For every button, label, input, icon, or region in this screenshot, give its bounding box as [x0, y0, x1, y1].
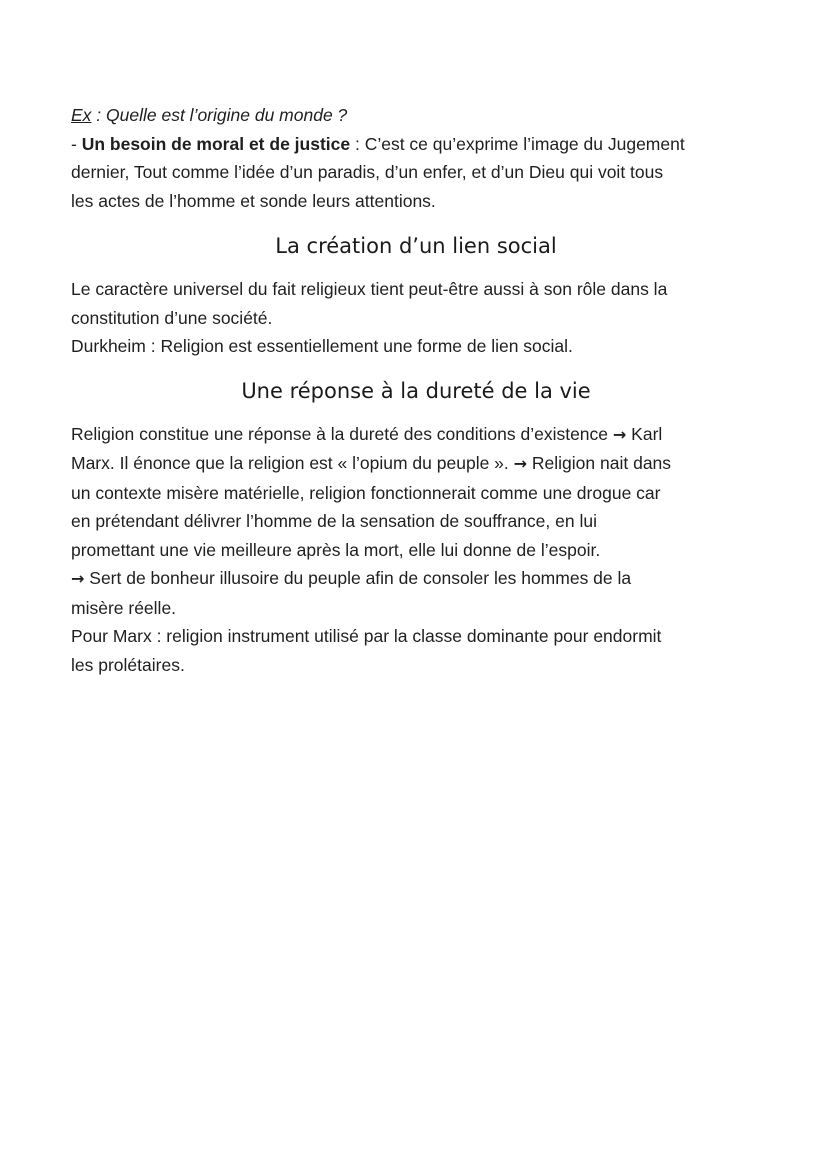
section2-line-1-tail: Karl — [626, 423, 663, 444]
section1-line-3: Durkheim : Religion est essentiellement une forme de lien social. — [71, 336, 573, 356]
section2-line-6 — [71, 564, 771, 594]
section2-line-6-text: Sert de bonheur illusoire du peuple afin de consoler les hommes de la — [84, 568, 632, 588]
section2-line-3: un contexte misère matérielle, religion fonctionnerait comme une drogue car — [71, 482, 661, 503]
section2-line-4: en prétendant délivrer l’homme de la sensation de souffrance, en lui — [71, 511, 597, 531]
example-question-line — [71, 101, 771, 130]
section2-line-8: Pour Marx : religion instrument utilisé par la classe dominante pour endormit — [71, 626, 662, 646]
arrow-icon: → — [513, 454, 528, 473]
arrow-icon: → — [612, 424, 627, 444]
section-heading-lien-social: La création d’un lien social — [275, 234, 557, 258]
arrow-icon: → — [71, 569, 85, 588]
intro-line-4: les actes de l’homme et sonde leurs attentions. — [71, 190, 436, 211]
example-label: Ex — [71, 105, 92, 125]
document-page — [71, 101, 771, 679]
intro-line-3: dernier, Tout comme l’idée d’un paradis, d’un enfer, et d’un Dieu qui voit tous — [71, 162, 664, 182]
bullet-rest-text: : C’est ce qu’exprime l’image du Jugement — [350, 133, 685, 154]
section2-line-2-tail: Religion nait dans — [527, 453, 672, 473]
example-question: : Quelle est l’origine du monde ? — [91, 105, 348, 125]
section2-line-2-text: Marx. Il énonce que la religion est « l’opium du peuple ». — [71, 453, 514, 473]
bullet-prefix: - — [71, 133, 82, 154]
section2-line-1 — [71, 420, 771, 450]
bullet-line — [71, 130, 771, 159]
bullet-bold-text: Un besoin de moral et de justice — [81, 133, 351, 154]
section2-line-1-text: Religion constitue une réponse à la dureté des conditions d’existence — [71, 423, 613, 444]
section2-line-7: misère réelle. — [71, 597, 177, 618]
section2-line-5: promettant une vie meilleure après la mort, elle lui donne de l’espoir. — [71, 539, 601, 560]
section1-line-2: constitution d’une société. — [71, 307, 273, 328]
section2-line-9: les prolétaires. — [71, 654, 185, 675]
section1-line-1: Le caractère universel du fait religieux tient peut-être aussi à son rôle dans la — [71, 279, 668, 299]
section2-line-2 — [71, 449, 771, 479]
section-heading-durete-vie: Une réponse à la dureté de la vie — [241, 378, 591, 403]
